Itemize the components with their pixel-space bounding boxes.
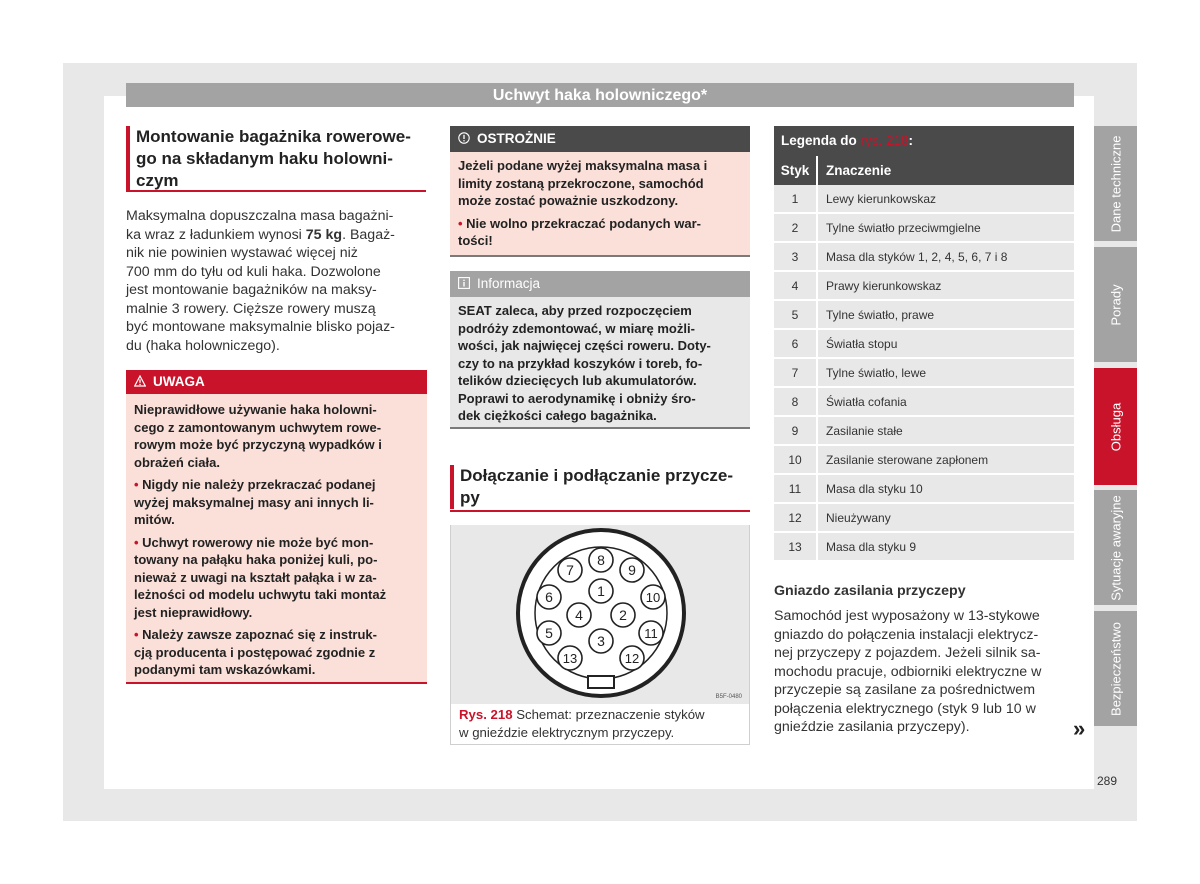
figure-caption bbox=[459, 706, 747, 741]
legend-title: Legenda do rys. 218: bbox=[774, 126, 1074, 156]
socket-pin-label: 3 bbox=[597, 633, 605, 649]
legend-pin: 6 bbox=[774, 329, 817, 358]
legend-pin: 8 bbox=[774, 387, 817, 416]
legend-pin: 7 bbox=[774, 358, 817, 387]
legend-row bbox=[774, 416, 1074, 445]
warning-item: • Uchwyt rowerowy nie może być mon- towany na pałąku haka poniżej kuli, po- nieważ z uwagi na kształt pałąka i w za- leżności od modelu uchwytu taki montaż jest nieprawidłowy. bbox=[134, 534, 419, 622]
legend-row bbox=[774, 503, 1074, 532]
column-header-meaning: Znaczenie bbox=[817, 156, 1074, 185]
section-heading-trailer: Dołączanie i podłączanie przycze- py bbox=[450, 465, 756, 509]
socket-figure bbox=[450, 525, 750, 704]
figure-code: B5F-0480 bbox=[715, 694, 742, 700]
figure-border-right bbox=[749, 525, 750, 745]
side-tab-obsluga[interactable]: Obsługa bbox=[1094, 368, 1137, 485]
side-tab-sytuacje-awaryjne[interactable]: Sytuacje awaryjne bbox=[1094, 490, 1137, 605]
legend-pin: 12 bbox=[774, 503, 817, 532]
legend-pin: 11 bbox=[774, 474, 817, 503]
legend-row bbox=[774, 271, 1074, 300]
legend-meaning: Nieużywany bbox=[817, 503, 1074, 532]
warning-box-header bbox=[126, 370, 427, 394]
legend-row bbox=[774, 329, 1074, 358]
legend-row bbox=[774, 213, 1074, 242]
warning-item: • Nigdy nie należy przekraczać podanej wyżej maksymalnej masy ani innych li- mitów. bbox=[134, 476, 419, 529]
heading-rule bbox=[450, 510, 750, 512]
legend-meaning: Masa dla styku 10 bbox=[817, 474, 1074, 503]
legend-pin: 1 bbox=[774, 185, 817, 213]
caution-title: OSTROŻNIE bbox=[477, 131, 556, 146]
legend-meaning: Zasilanie sterowane zapłonem bbox=[817, 445, 1074, 474]
column-header-pin: Styk bbox=[774, 156, 817, 185]
legend-meaning: Zasilanie stałe bbox=[817, 416, 1074, 445]
socket-pin-label: 10 bbox=[645, 590, 661, 605]
legend-meaning: Tylne światło, prawe bbox=[817, 300, 1074, 329]
legend-pin: 10 bbox=[774, 445, 817, 474]
figure-ref: Rys. 218 bbox=[459, 707, 513, 722]
socket-pin-label: 13 bbox=[562, 651, 578, 666]
socket-pin-label: 7 bbox=[566, 562, 574, 578]
socket-paragraph: Samochód jest wyposażony w 13-stykowe gniazdo do połączenia instalacji elektrycz- nej przyczepy z pojazdem. Jeżeli silnik sa- mochodu pracuje, odbiorniki elektryczne w przyczepie są zasilane za pośrednictwem połączenia elektrycznego (styk 9 lub 10 w gnieździe zasilania przyczepy). bbox=[774, 608, 1042, 735]
figure-border-bottom bbox=[450, 744, 750, 745]
legend-grid bbox=[774, 156, 1074, 562]
legend-meaning: Lewy kierunkowskaz bbox=[817, 185, 1074, 213]
legend-pin: 13 bbox=[774, 532, 817, 561]
caution-content bbox=[450, 152, 750, 262]
info-title: Informacja bbox=[477, 276, 541, 291]
page-title: Uchwyt haka holowniczego* bbox=[126, 83, 1074, 107]
info-content: SEAT zaleca, aby przed rozpoczęciem podróży zdemontować, w miarę możli- wości, jak najwięcej części roweru. Doty- czy to na przykład koszyków i toreb, fo- telików dziecięcych lub akumulatorów. Poprawi to aerodynamikę i obniży śro- dek ciężkości całego bagażnika. bbox=[458, 303, 711, 423]
socket-pin-label: 11 bbox=[644, 626, 658, 641]
socket-diagram bbox=[450, 525, 750, 704]
legend-row bbox=[774, 358, 1074, 387]
socket-pin-label: 2 bbox=[619, 607, 627, 623]
legend-meaning: Światła cofania bbox=[817, 387, 1074, 416]
legend-row bbox=[774, 300, 1074, 329]
legend-pin: 2 bbox=[774, 213, 817, 242]
caution-item: • Nie wolno przekraczać podanych war- tości! bbox=[458, 215, 742, 250]
warning-item: • Należy zawsze zapoznać się z instruk- cją producenta i postępować zgodnie z podanymi tam wskazówkami. bbox=[134, 626, 419, 679]
socket-heading: Gniazdo zasilania przyczepy bbox=[774, 583, 966, 599]
warning-title: UWAGA bbox=[153, 374, 205, 389]
legend-pin: 3 bbox=[774, 242, 817, 271]
side-tab-porady[interactable]: Porady bbox=[1094, 247, 1137, 362]
legend-pin: 5 bbox=[774, 300, 817, 329]
socket-pin-label: 8 bbox=[597, 552, 605, 568]
section-heading-bike-carrier: Montowanie bagażnika rowerowe- go na składanym haku holowni- czym bbox=[126, 126, 432, 192]
legend-meaning: Tylne światło przeciwmgielne bbox=[817, 213, 1074, 242]
legend-row bbox=[774, 185, 1074, 213]
socket-pin-label: 1 bbox=[597, 583, 605, 599]
socket-pin-label: 4 bbox=[575, 607, 583, 623]
socket-pin-label: 12 bbox=[624, 651, 640, 666]
warning-content bbox=[126, 394, 427, 691]
legend-pin: 9 bbox=[774, 416, 817, 445]
continue-arrow: » bbox=[1073, 716, 1086, 741]
legend-row bbox=[774, 474, 1074, 503]
legend-meaning: Masa dla styku 9 bbox=[817, 532, 1074, 561]
page-number: 289 bbox=[1097, 774, 1118, 788]
socket-pin-label: 6 bbox=[545, 589, 553, 605]
legend-row bbox=[774, 532, 1074, 561]
legend-meaning: Światła stopu bbox=[817, 329, 1074, 358]
legend-row bbox=[774, 445, 1074, 474]
info-box bbox=[450, 271, 750, 429]
side-tab-bezpieczenstwo[interactable]: Bezpieczeństwo bbox=[1094, 611, 1137, 726]
heading-rule bbox=[126, 190, 426, 192]
figure-border-left bbox=[450, 525, 451, 745]
socket-key-notch bbox=[588, 676, 614, 688]
legend-meaning: Masa dla styków 1, 2, 4, 5, 6, 7 i 8 bbox=[817, 242, 1074, 271]
caution-box-header bbox=[450, 126, 750, 152]
socket-pin-label: 9 bbox=[628, 562, 636, 578]
caution-intro: Jeżeli podane wyżej maksymalna masa i limity zostaną przekroczone, samochód może zostać poważnie uszkodzony. bbox=[458, 158, 708, 208]
warning-triangle-icon bbox=[134, 375, 146, 387]
warning-box bbox=[126, 370, 427, 684]
socket-pin-label: 5 bbox=[545, 625, 553, 641]
figure-caption-text: Schemat: przeznaczenie styków w gnieździe elektrycznym przyczepy. bbox=[459, 707, 705, 740]
legend-row bbox=[774, 387, 1074, 416]
bike-carrier-paragraph: Maksymalna dopuszczalna masa bagażni- ka wraz z ładunkiem wynosi 75 kg. Bagaż- nik nie powinien wystawać więcej niż 700 mm do tyłu od kuli haka. Dozwolone jest montowanie bagażników na maksy- malnie 3 rowery. Cięższe rowery muszą być montowane maksymalnie blisko pojaz- du (haka holowniczego). bbox=[126, 208, 395, 354]
warning-intro: Nieprawidłowe używanie haka holowni- cego z zamontowanym uchwytem rowe- rowym może być przyczyną wypadków i obrażeń ciała. bbox=[134, 402, 382, 470]
legend-table bbox=[774, 126, 1074, 562]
info-icon bbox=[458, 277, 470, 289]
exclamation-circle-icon bbox=[458, 132, 470, 144]
legend-pin: 4 bbox=[774, 271, 817, 300]
caution-box bbox=[450, 126, 750, 257]
legend-row bbox=[774, 242, 1074, 271]
legend-meaning: Prawy kierunkowskaz bbox=[817, 271, 1074, 300]
info-box-header bbox=[450, 271, 750, 297]
legend-meaning: Tylne światło, lewe bbox=[817, 358, 1074, 387]
side-tab-dane-techniczne[interactable]: Dane techniczne bbox=[1094, 126, 1137, 241]
